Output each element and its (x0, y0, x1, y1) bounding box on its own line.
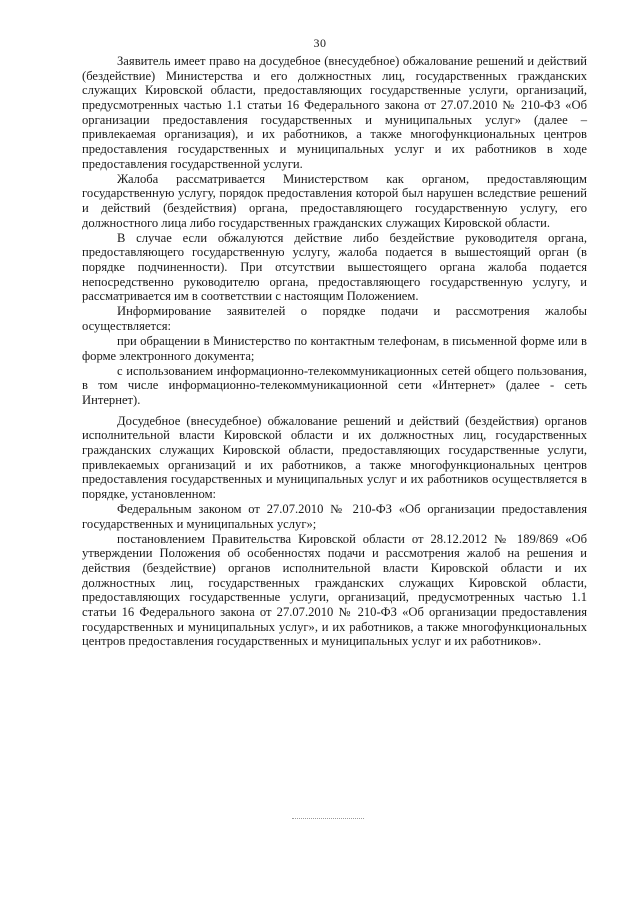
paragraph-government-resolution: постановлением Правительства Кировской области от 28.12.2012 № 189/869 «Об утверждении Положения об особенностях подачи и рассмотрения жалоб на решения и действия (бездействие) органов исполнительной власти Кировской области и их должностных лиц, государственных гражданских служащих Кировской области, предоставляющих государственные услуги, организаций, предусмотренных частью 1.1 статьи 16 Федерального закона от 27.07.2010 № 210-ФЗ «Об организации предоставления государственных и муниципальных услуг», и их работников, а также многофункциональных центров предоставления государственных и муниципальных услуг и их работников». (82, 531, 587, 649)
paragraph-informing-phone: при обращении в Министерство по контактным телефонам, в письменной форме или в форме электронного документа; (82, 334, 587, 363)
paragraph-informing-internet: с использованием информационно-телекоммуникационных сетей общего пользования, в том числе информационно-телекоммуникационной сети «Интернет» (далее - сеть Интернет). (82, 363, 587, 408)
page-number: 30 (313, 36, 327, 50)
paragraph-complaint-review: Жалоба рассматривается Министерством как органом, предоставляющим государственную услугу, порядок предоставления которой был нарушен вследствие решений и действий (бездействия) органа, предоставляющего государственную услугу, его должностного лица либо государственных гражданских служащих Кировской области. (82, 171, 587, 230)
paragraph-head-of-body-appeal: В случае если обжалуются действие либо бездействие руководителя органа, предоставляющего государственную услугу, жалоба подается в вышестоящий орган (в порядке подчиненности). При отсутствии вышестоящего органа жалоба подается непосредственно руководителю органа, предоставляющего государственную услугу, и рассматривается им в соответствии с настоящим Положением. (82, 230, 587, 304)
document-body (82, 54, 587, 649)
footer-dotted-mark (292, 818, 364, 819)
paragraph-right-to-appeal: Заявитель имеет право на досудебное (внесудебное) обжалование решений и действий (бездействие) Министерства и его должностных лиц, государственных гражданских служащих Кировской области, предоставляющих государственные услуги, организаций, предусмотренных частью 1.1 статьи 16 Федерального закона от 27.07.2010 № 210-ФЗ «Об организации предоставления государственных и муниципальных услуг» (далее – привлекаемая организация), и их работников, а также многофункциональных центров предоставления государственных и муниципальных услуг и их работников в ходе предоставления государственной услуги. (82, 54, 587, 171)
paragraph-federal-law: Федеральным законом от 27.07.2010 № 210-ФЗ «Об организации предоставления государственных и муниципальных услуг»; (82, 502, 587, 531)
paragraph-pretrial-procedure: Досудебное (внесудебное) обжалование решений и действий (бездействия) органов исполнительной власти Кировской области и их должностных лиц, государственных гражданских служащих Кировской области, предоставляющих государственные услуги, привлекаемых организаций и их работников, а также многофункциональных центров предоставления государственных и муниципальных услуг и их работников осуществляется в порядке, установленном: (82, 413, 587, 501)
paragraph-informing-intro: Информирование заявителей о порядке подачи и рассмотрения жалобы осуществляется: (82, 304, 587, 333)
